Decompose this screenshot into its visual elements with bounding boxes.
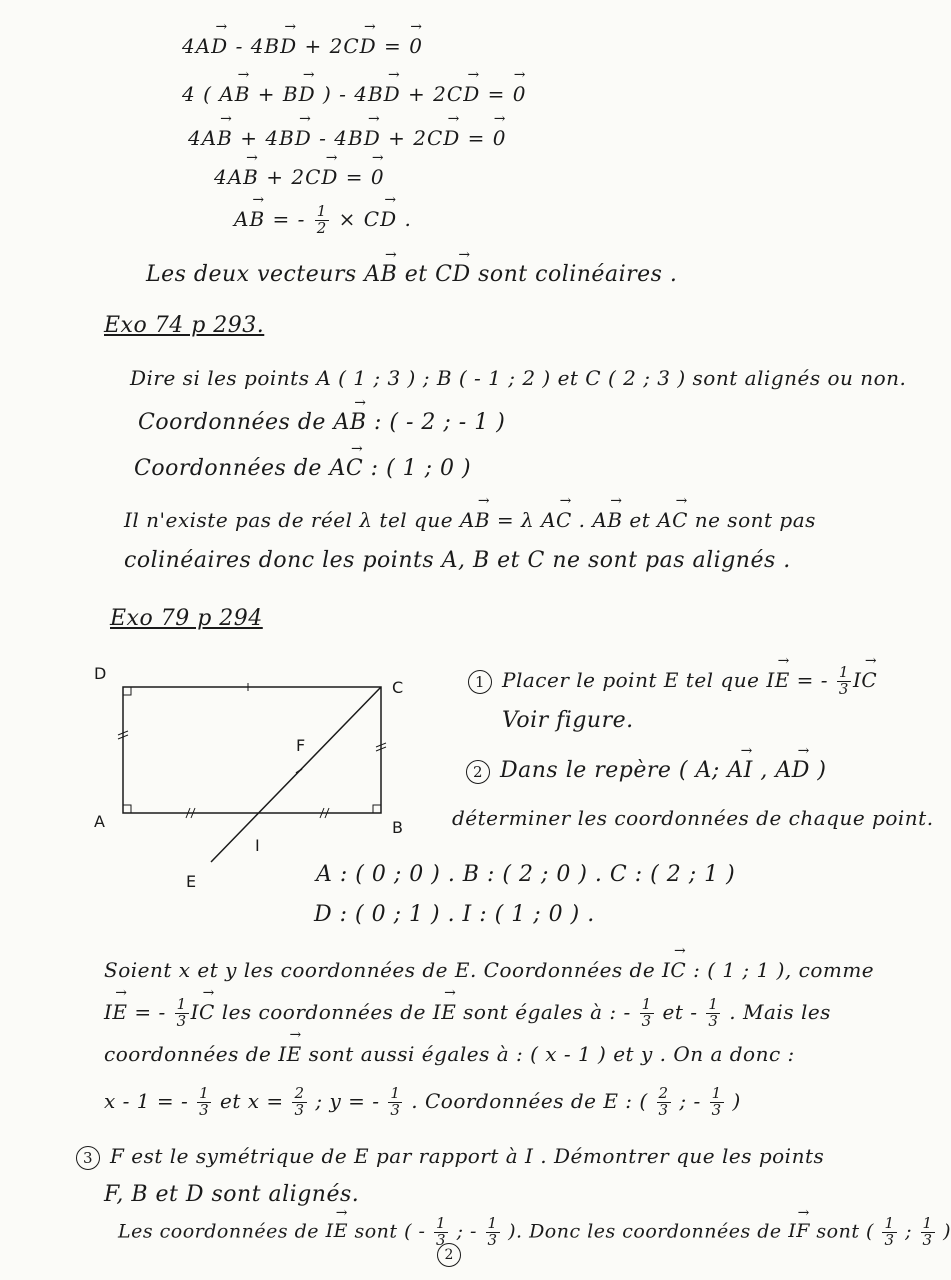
equation-1: 4→ AD - 4→ BD + 2→ CD = → 0 (182, 34, 423, 58)
label-d: D (94, 664, 107, 683)
final-line: Les coordonnées de → IE sont ( - $\frac{1}{3}$ ; - $\frac{1}{3}$ ). Donc les coordonnées de → IF sont ( $\frac{1}{3}$ ; $\frac{1}{3}$ ) (118, 1216, 951, 1249)
paragraph-line-2: → IE = - $\frac{1}{3}$ → IC les coordonnées de → IE sont égales à : - $\frac{1}{3}$ et - $\frac{1}{3}$ . Mais les (104, 997, 831, 1030)
label-i: I (255, 836, 260, 855)
page-number: 2 (437, 1243, 461, 1267)
paragraph-line-3: coordonnées de → IE sont aussi égales à : ( x - 1 ) et y . On a donc : (104, 1042, 795, 1066)
label-a: A (94, 812, 105, 831)
fraction: $\frac{2}{3}$ (658, 1084, 669, 1119)
fraction: $\frac{2}{3}$ (294, 1084, 305, 1119)
fraction: $\frac{1}{3}$ (390, 1084, 401, 1119)
fraction: $\frac{1}{3}$ (884, 1214, 895, 1249)
exercise-74-title: Exo 74 p 293. (104, 313, 265, 338)
fraction: $\frac{1}{3}$ (922, 1214, 933, 1249)
equation-4: 4→ AB + 2→ CD = → 0 (214, 165, 385, 189)
question-2-detail: déterminer les coordonnées de chaque point. (452, 806, 934, 830)
right-angle-d (123, 687, 131, 695)
right-angle-a (123, 805, 131, 813)
label-c: C (392, 678, 404, 697)
question-1: 1 Placer le point E tel que → IE = - $\frac{1}{3}$ → IC (468, 665, 877, 698)
fraction: $\frac{1}{3}$ (641, 995, 652, 1030)
label-f: F (296, 736, 306, 755)
question-3-detail: F, B et D sont alignés. (104, 1182, 360, 1207)
paragraph-line-4: x - 1 = - $\frac{1}{3}$ et x = $\frac{2}{3}$ ; y = - $\frac{1}{3}$ . Coordonnées de E : ( $\frac{2}{3}$ ; - $\frac{1}{3}$ ) (104, 1084, 741, 1119)
rectangle-abcd (123, 687, 381, 813)
fraction: $\frac{1}{3}$ (199, 1084, 210, 1119)
no-real-lambda: Il n'existe pas de réel λ tel que → AB = λ → AC . → AB et → AC ne sont pas (124, 508, 816, 532)
coordinates-line-1: A : ( 0 ; 0 ) . B : ( 2 ; 0 ) . C : ( 2 ; 1 ) (316, 862, 736, 887)
right-angle-b (373, 805, 381, 813)
fraction: $\frac{1}{2}$ (316, 202, 328, 237)
question-2: 2 Dans le repère ( A; → AI , → AD ) (466, 758, 826, 784)
fraction: $\frac{1}{3}$ (176, 995, 187, 1030)
coords-ab: Coordonnées de → AB : ( - 2 ; - 1 ) (138, 410, 505, 435)
equation-3: 4→ AB + 4→ BD - 4→ BD + 2→ CD = → 0 (188, 126, 507, 150)
fraction: $\frac{1}{3}$ (711, 1084, 722, 1119)
not-aligned-conclusion: colinéaires donc les points A, B et C ne sont pas alignés . (124, 548, 791, 573)
label-e: E (186, 872, 197, 891)
line-ec (211, 687, 381, 862)
fraction: $\frac{1}{3}$ (487, 1214, 498, 1249)
question-3: 3 F est le symétrique de E par rapport à I . Démontrer que les points (76, 1144, 824, 1170)
see-figure: Voir figure. (502, 708, 634, 733)
colinear-conclusion: Les deux vecteurs → AB et → CD sont colinéaires . (146, 262, 677, 287)
coordinates-line-2: D : ( 0 ; 1 ) . I : ( 1 ; 0 ) . (314, 902, 595, 927)
coords-ac: Coordonnées de → AC : ( 1 ; 0 ) (134, 456, 471, 481)
exercise-74-question: Dire si les points A ( 1 ; 3 ) ; B ( - 1 ; 2 ) et C ( 2 ; 3 ) sont alignés ou non. (130, 366, 907, 390)
fraction: $\frac{1}{3}$ (838, 663, 849, 698)
rectangle-figure (86, 655, 426, 895)
label-b: B (392, 818, 403, 837)
equation-2: 4 ( → AB + → BD ) - 4→ BD + 2→ CD = → 0 (182, 82, 526, 106)
fraction: $\frac{1}{3}$ (708, 995, 719, 1030)
fraction: $\frac{1}{3}$ (436, 1214, 447, 1249)
exercise-79-title: Exo 79 p 294 (110, 606, 263, 631)
equation-5: → AB = - $\frac{1}{2}$ × → CD . (234, 204, 412, 237)
paragraph-line-1: Soient x et y les coordonnées de E. Coordonnées de → IC : ( 1 ; 1 ), comme (104, 958, 874, 982)
